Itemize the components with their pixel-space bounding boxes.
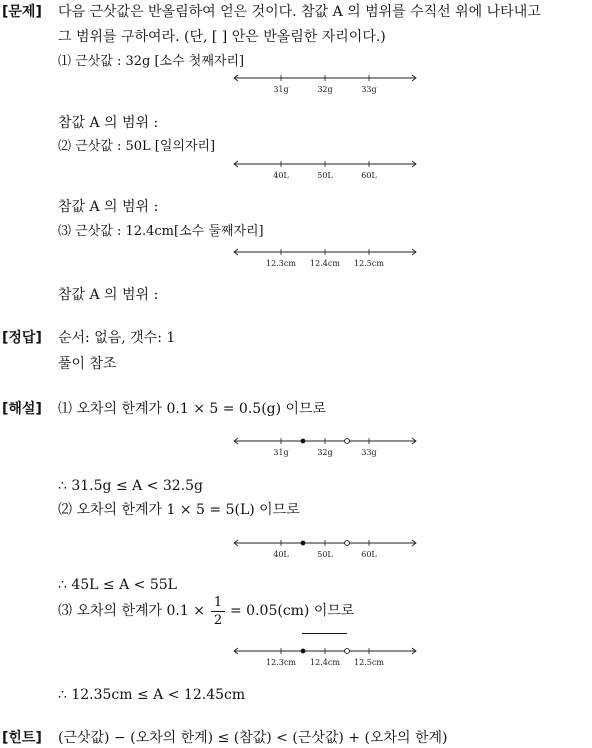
open-endpoint [345,649,350,654]
explanation-item-2-result: ∴ 45L ≤ A < 55L [58,577,177,593]
hint-text: (근삿값) − (오차의 한계) ≤ (참값) < (근삿값) + (오차의 한계) [58,730,448,746]
explanation-number-line-3 [232,645,418,667]
tick-label: 12.4cm [310,658,340,667]
tick-label: 12.5cm [354,259,384,268]
tick-label: 32g [317,448,333,457]
hint-tag: [힌트] [2,730,42,746]
tick-label: 12.3cm [266,658,296,667]
tick-label: 50L [317,550,333,559]
problem-item-1-label: ⑴ 근삿값 : 32g [소수 첫째자리] [58,54,245,69]
closed-endpoint [301,541,306,546]
tick-label: 33g [361,85,377,94]
tick-label: 60L [361,550,377,559]
problem-item-3-label: ⑶ 근삿값 : 12.4cm[소수 둘째자리] [58,224,264,239]
tick-label: 32g [317,85,333,94]
tick-label: 50L [317,171,333,180]
problem-number-line-3 [232,246,418,268]
closed-endpoint [301,439,306,444]
explanation-item-3-result: ∴ 12.35cm ≤ A < 12.45cm [58,687,246,703]
open-endpoint [345,541,350,546]
problem-number-line-1 [232,72,418,94]
explanation-number-line-2 [232,537,418,559]
tick-label: 31g [273,85,289,94]
problem-tag: [문제] [2,4,42,20]
tick-label: 40L [273,550,289,559]
problem-item-2-label: ⑵ 근삿값 : 50L [일의자리] [58,139,216,154]
fraction-bar [211,611,225,612]
tick-label: 40L [273,171,289,180]
fraction-numerator: 1 [213,595,223,610]
tick-label: 60L [361,171,377,180]
explanation-item-2-text: ⑵ 오차의 한계가 1 × 5 = 5(L) 이므로 [58,502,300,518]
answer-line-2: 풀이 참조 [58,356,117,372]
tick-label: 31g [273,448,289,457]
open-endpoint [345,439,350,444]
explanation-number-line-1 [232,435,418,457]
problem-line-1: 다음 근삿값은 반올림하여 얻은 것이다. 참값 A 의 범위를 수직선 위에 나타내고 [58,4,541,20]
problem-number-line-2 [232,158,418,180]
tick-label: 33g [361,448,377,457]
explanation-tag: [해설] [2,401,42,417]
problem-item-3-range: 참값 A 의 범위 : [58,287,159,303]
problem-line-2: 그 범위를 구하여라. (단, [ ] 안은 반올림한 자리이다.) [58,29,386,45]
closed-endpoint [301,649,306,654]
explanation-item-1-text: ⑴ 오차의 한계가 0.1 × 5 = 0.5(g) 이므로 [58,401,327,417]
problem-item-1-range: 참값 A 의 범위 : [58,115,159,131]
explanation-item-3-text-before: ⑶ 오차의 한계가 0.1 × [58,603,205,619]
fraction-denominator: 2 [213,613,223,628]
tick-label: 12.3cm [266,259,296,268]
answer-tag: [정답] [2,330,42,346]
tick-label: 12.4cm [310,259,340,268]
explanation-item-3-text-after: = 0.05(cm) 이므로 [230,603,355,619]
interval-bar [302,633,347,634]
explanation-item-1-result: ∴ 31.5g ≤ A < 32.5g [58,478,203,494]
problem-item-2-range: 참값 A 의 범위 : [58,199,159,215]
answer-line-1: 순서: 없음, 갯수: 1 [58,330,176,346]
tick-label: 12.5cm [354,658,384,667]
